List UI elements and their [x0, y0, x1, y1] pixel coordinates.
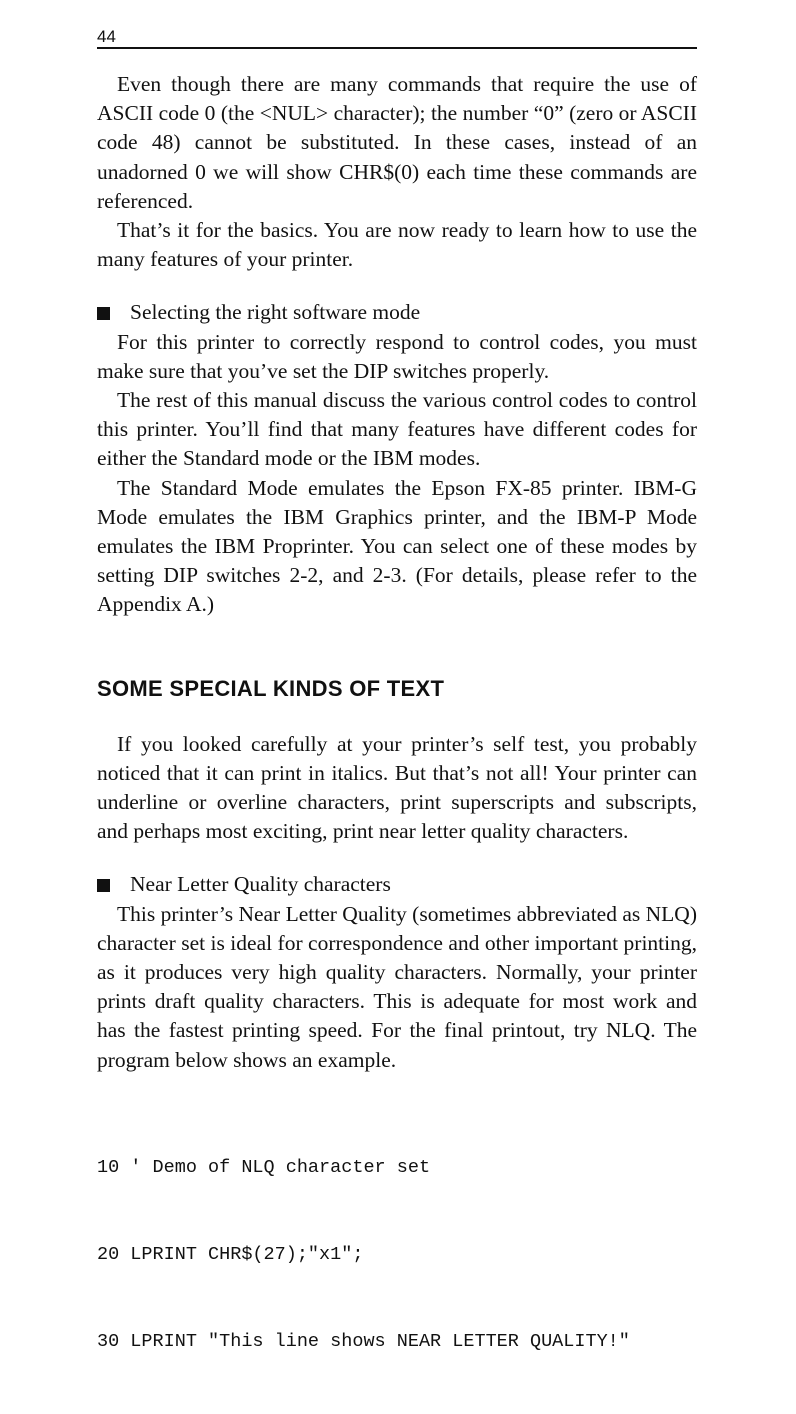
nlq-paragraph: This printer’s Near Letter Quality (sometimes abbreviated as NLQ) character set is ideal for correspondence and other important printing, as it produces very high quality characters. Normally, your printer prints draft quality characters. This is adequate for most work and has the fastest printing speed. For the final printout, try NLQ. The program below shows an example. — [97, 901, 697, 1072]
intro-paragraph-1: Even though there are many commands that require the use of ASCII code 0 (the <NUL> character); the number “0” (zero or ASCII code 48) cannot be substituted. In these cases, instead of an unadorned 0 we will show CHR$(0) each time these commands are referenced. — [97, 72, 697, 213]
section-title: SOME SPECIAL KINDS OF TEXT — [97, 675, 445, 701]
code-listing — [97, 1095, 697, 1414]
square-bullet-icon — [97, 307, 110, 320]
software-mode-section — [97, 298, 697, 619]
software-mode-heading — [97, 298, 697, 327]
nlq-section — [97, 870, 697, 1074]
software-mode-paragraph-1: For this printer to correctly respond to control codes, you must make sure that you’ve set the DIP switches properly. — [97, 329, 697, 383]
nlq-heading-text: Near Letter Quality characters — [130, 872, 391, 897]
intro-paragraph-2: That’s it for the basics. You are now ready to learn how to use the many features of your printer. — [97, 218, 697, 272]
software-mode-paragraph-2: The rest of this manual discuss the various control codes to control this printer. You’ll find that many features have different codes for either the Standard mode or the IBM modes. — [97, 388, 697, 471]
header-rule — [97, 47, 697, 49]
special-text-paragraph: If you looked carefully at your printer’s self test, you probably noticed that it can print in italics. But that’s not all! Your printer can underline or overline characters, print superscripts and subscripts, and perhaps most exciting, print near letter quality characters. — [97, 731, 697, 844]
nlq-heading — [97, 870, 697, 899]
software-mode-heading-text: Selecting the right software mode — [130, 300, 421, 325]
software-mode-paragraph-3: The Standard Mode emulates the Epson FX-85 printer. IBM-G Mode emulates the IBM Graphics printer, and the IBM-P Mode emulates the IBM Proprinter. You can select one of these modes by setting DIP switches 2-2, and 2-3. (For details, please refer to the Appendix A.) — [97, 475, 697, 617]
code-line: 10 ' Demo of NLQ character set — [97, 1156, 431, 1178]
code-line: 20 LPRINT CHR$(27);"x1"; — [97, 1243, 364, 1265]
page-body — [97, 70, 697, 1414]
page-number: 44 — [97, 27, 116, 46]
code-line: 30 LPRINT "This line shows NEAR LETTER QUALITY!" — [97, 1330, 630, 1352]
square-bullet-icon — [97, 879, 110, 892]
